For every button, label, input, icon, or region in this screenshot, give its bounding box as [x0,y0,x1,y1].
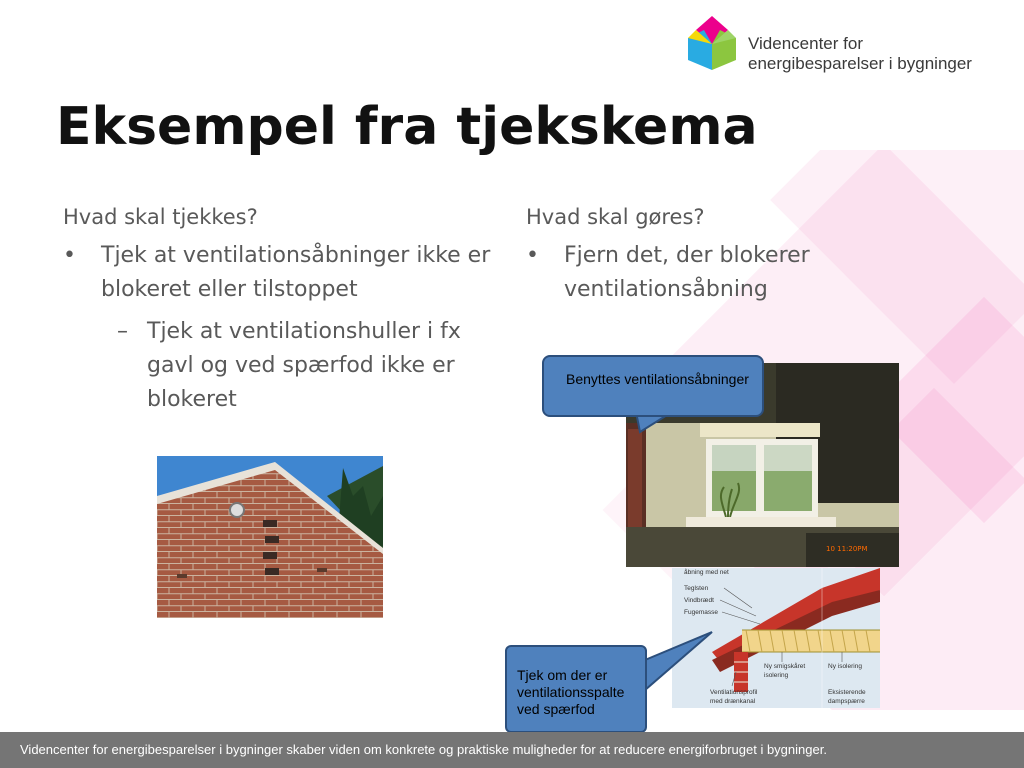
diagram-label: Vindbrædt [684,597,714,604]
photo-timestamp: 10 11:20PM [826,545,868,553]
logo-line-1: Videncenter for [748,34,863,53]
logo-line-2: energibesparelser i bygninger [748,54,972,73]
right-heading: Hvad skal gøres? [526,205,705,229]
dash-marker: – [117,319,128,344]
diagram-label: Teglsten [684,585,709,592]
footer-bar: Videncenter for energibesparelser i bygninger skaber viden om konkrete og praktiske muligheder for at reducere energiforbruget i bygninger. [0,732,1024,768]
diagram-label: Ventilationsprofil [710,689,758,696]
diagram-label: åbning med net [684,569,729,576]
callout-ventilation-gap: Tjek om der er ventilationsspalte ved spærfod [505,645,647,733]
diagram-label: isolering [764,672,789,679]
bullet-marker: • [526,243,539,268]
bullet-marker: • [63,243,76,268]
diagram-label: dampspærre [828,698,865,705]
diagram-label: Eksisterende [828,689,866,696]
left-bullet-text: Tjek at ventilationsåbninger ikke er blokeret eller tilstoppet [101,243,491,302]
diagram-label: Ny isolering [828,663,862,670]
slide-title: Eksempel fra tjekskema [56,97,758,157]
diagram-label: Ny smigskåret [764,663,806,670]
diagram-label: Fugemasse [684,609,718,616]
left-heading: Hvad skal tjekkes? [63,205,258,229]
diagram-label: med drænkanal [710,698,756,705]
left-sub-text: Tjek at ventilationshuller i fx gavl og ved spærfod ikke er blokeret [147,319,461,412]
callout-ventilation-openings: Benyttes ventilationsåbninger [542,355,764,417]
right-bullet-text: Fjern det, der blokerer ventilationsåbning [564,243,810,302]
